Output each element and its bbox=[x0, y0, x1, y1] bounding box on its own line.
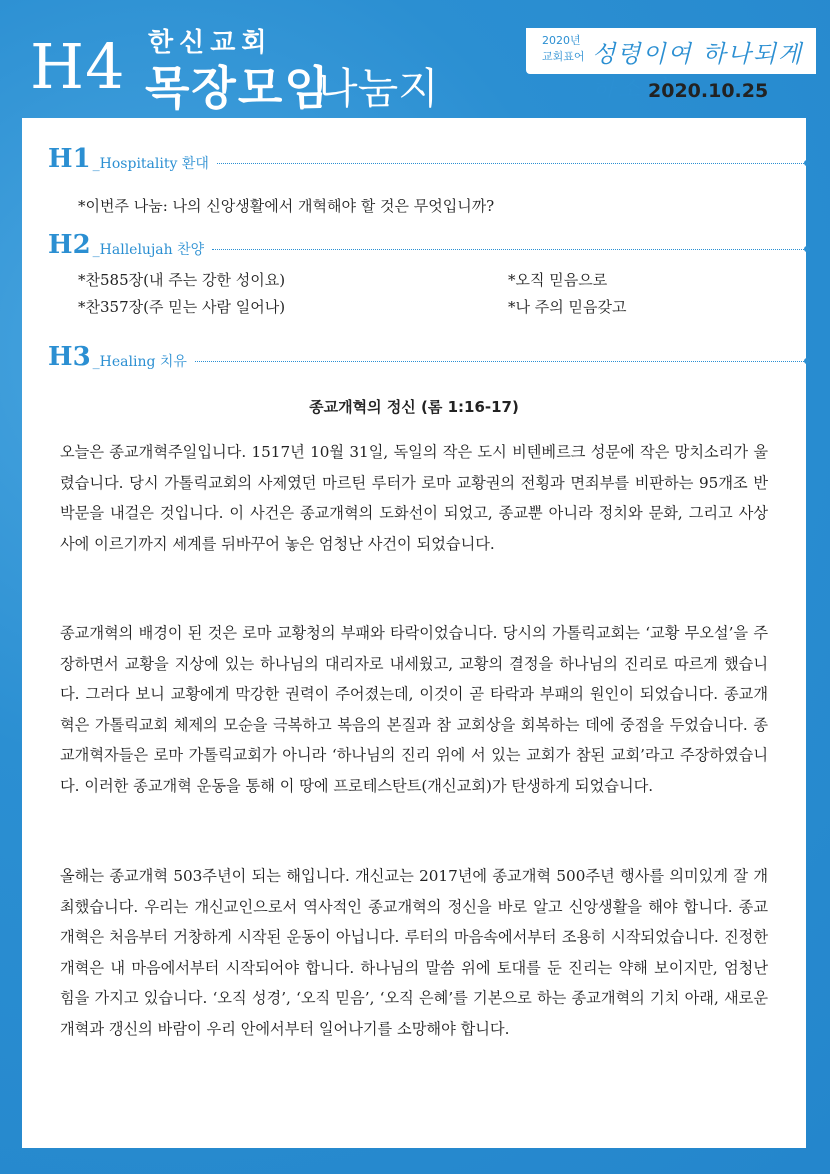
song-item: *찬585장(내 주는 강한 성이요) bbox=[78, 271, 286, 289]
banner-label: 교회표어 bbox=[542, 50, 585, 63]
section-h2-label: _Hallelujah 찬양 bbox=[92, 242, 205, 258]
song-item: *오직 믿음으로 bbox=[508, 271, 608, 289]
issue-date: 2020.10.25 bbox=[648, 80, 769, 102]
header bbox=[0, 0, 830, 118]
section-h3-number: H3 bbox=[48, 342, 91, 372]
h1-sharing-question: *이번주 나눔: 나의 신앙생활에서 개혁해야 할 것은 무엇입니까? bbox=[78, 197, 495, 215]
content-page bbox=[22, 118, 806, 1148]
section-h1-divider bbox=[217, 163, 808, 164]
section-h3-header bbox=[48, 342, 808, 372]
section-h3-divider bbox=[195, 361, 808, 362]
sermon-paragraph: 종교개혁의 배경이 된 것은 로마 교황청의 부패와 타락이었습니다. 당시의 가톨릭교회는 ‘교황 무오설’을 주장하면서 교황을 지상에 있는 하나님의 대리자로 내세웠고, 교황의 결정을 하나님의 진리로 따르게 했습니다. 그러다 보니 교황에게 막강한 권력이 주어졌는데, 이것이 곧 타락과 부패의 원인이 되었습니다. 종교개혁은 가톨릭교회 체제의 모순을 극복하고 복음의 본질과 참 교회상을 회복하는 데에 중점을 두었습니다. 종교개혁자들은 로마 가톨릭교회가 아니라 ‘하나님의 진리 위에 서 있는 교회가 참된 교회’라고 주장하였습니다. 이러한 종교개혁 운동을 통해 이 땅에 프로테스탄트(개신교회)가 탄생하게 되었습니다. bbox=[60, 624, 768, 795]
banner-year: 2020년 bbox=[542, 34, 581, 47]
church-name: 한신교회 bbox=[148, 28, 273, 58]
page-subtitle: 나눔지 bbox=[317, 64, 439, 113]
banner-motto: 성령이여 하나되게 하소서 bbox=[592, 40, 804, 103]
section-h1-header bbox=[48, 144, 808, 174]
section-h3-label: _Healing 치유 bbox=[92, 354, 187, 370]
section-h1-label: _Hospitality 환대 bbox=[92, 156, 209, 172]
section-h2-divider bbox=[212, 249, 808, 250]
section-h2-number: H2 bbox=[48, 230, 91, 260]
song-item: *찬357장(주 믿는 사람 일어나) bbox=[78, 298, 286, 316]
sermon-paragraph: 올해는 종교개혁 503주년이 되는 해입니다. 개신교는 2017년에 종교개혁 500주년 행사를 의미있게 잘 개최했습니다. 우리는 개신교인으로서 역사적인 종교개혁의 정신을 바로 알고 신앙생활을 해야 합니다. 종교개혁은 처음부터 거창하게 시작된 운동이 아닙니다. 루터의 마음속에서부터 조용히 시작되었습니다. 진정한 개혁은 내 마음에서부터 시작되어야 합니다. 하나님의 말씀 위에 토대를 둔 진리는 약해 보이지만, 엄청난 힘을 가지고 있습니다. ‘오직 성경’, ‘오직 믿음’, ‘오직 은혜’를 기본으로 하는 종교개혁의 기치 아래, 새로운 개혁과 갱신의 바람이 우리 안에서부터 일어나기를 소망해야 합니다. bbox=[60, 867, 768, 1038]
sermon-title: 종교개혁의 정신 (롬 1:16-17) bbox=[309, 398, 519, 416]
song-item: *나 주의 믿음갖고 bbox=[508, 298, 627, 316]
section-h2-header bbox=[48, 230, 808, 260]
header-code: H4 bbox=[30, 30, 126, 103]
sermon-paragraph: 오늘은 종교개혁주일입니다. 1517년 10월 31일, 독일의 작은 도시 비텐베르크 성문에 작은 망치소리가 울렸습니다. 당시 가톨릭교회의 사제였던 마르틴 루터가 로마 교황권의 전횡과 면죄부를 비판하는 95개조 반박문을 내걸은 것입니다. 이 사건은 종교개혁의 도화선이 되었고, 종교뿐 아니라 정치와 문화, 그리고 사상사에 이르기까지 세계를 뒤바꾸어 놓은 엄청난 사건이 되었습니다. bbox=[60, 443, 768, 553]
page-title: 목장모임 bbox=[145, 61, 331, 115]
section-h1-number: H1 bbox=[48, 144, 91, 174]
